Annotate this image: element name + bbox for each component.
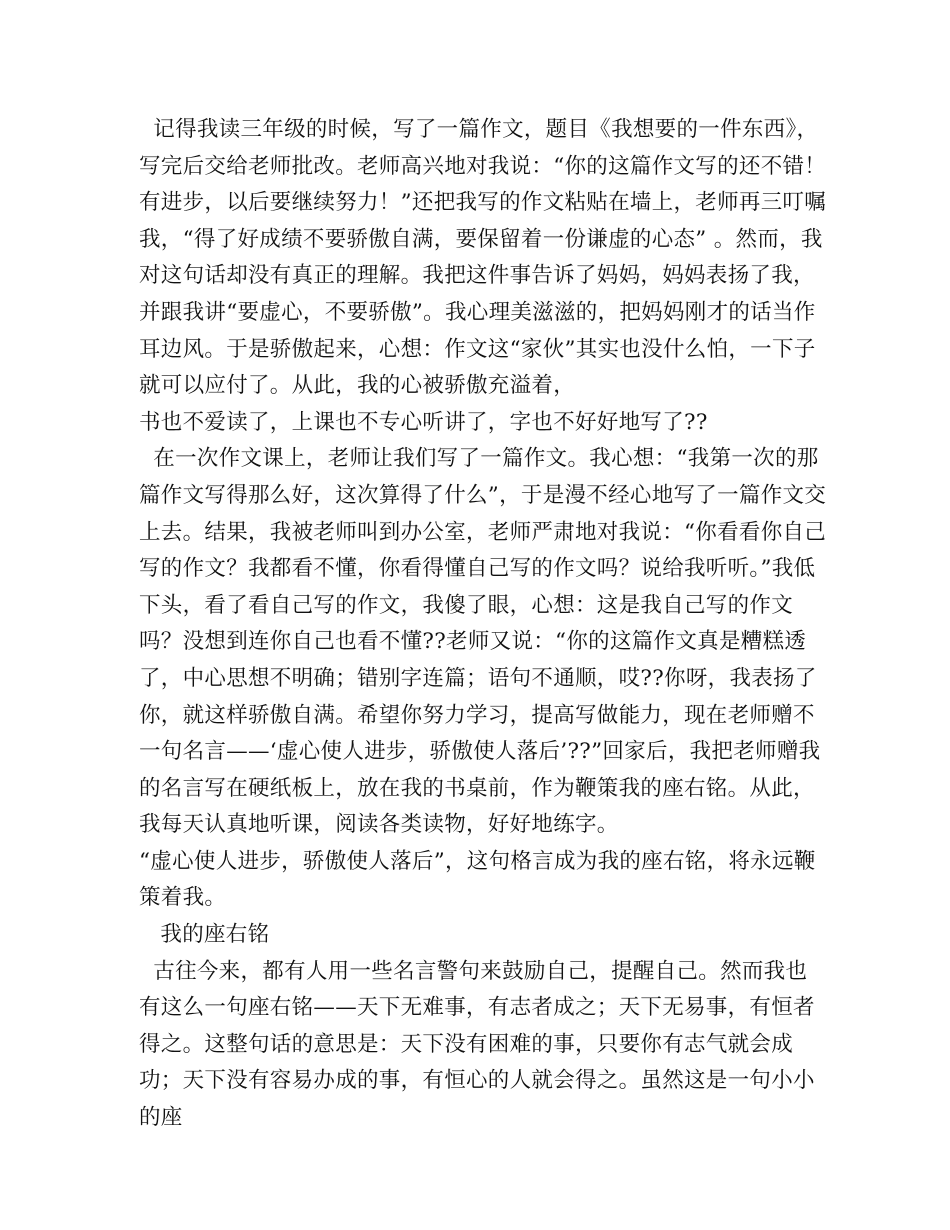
section-title-my-motto: 我的座右铭 [139, 922, 270, 948]
paragraph-no-longer-studying: 书也不爱读了，上课也不专心听讲了，字也不好好地写了?? [139, 409, 708, 435]
paragraph-essay-class: 在一次作文课上，老师让我们写了一篇作文。我心想：“我第一次的那篇作文写得那么好，这次算得了什么”，于是漫不经心地写了一篇作文交上去。结果，我被老师叫到办公室，老师严肃地对我说：“你看看你自己写的作文？我都看不懂，你看得懂自己写的作文吗？说给我听听。”我低下头，看了看自己写的作文，我傻了眼，心想：这是我自己写的作文吗？没想到连你自己也看不懂??老师又说：“你的这篇作文真是糟糕透了，中心思想不明确；错别字连篇；语句不通顺，哎??你呀，我表扬了你，就这样骄傲自满。希望你努力学习，提高写做能力，现在老师赠不一句名言——‘虚心使人进步，骄傲使人落后’??”回家后，我把老师赠我的名言写在硬纸板上，放在我的书桌前，作为鞭策我的座右铭。从此，我每天认真地听课，阅读各类读物，好好地练字。 [139, 446, 827, 838]
paragraph-motto-conclusion: “虚心使人进步，骄傲使人落后”，这句格言成为我的座右铭，将永远鞭策着我。 [139, 848, 816, 911]
paragraph-childhood-essay: 记得我读三年级的时候，写了一篇作文，题目《我想要的一件东西》，写完后交给老师批改。老师高兴地对我说：“你的这篇作文写的还不错！有进步，以后要继续努力！”还把我写的作文粘贴在墙上，老师再三叮嘱我，“得了好成绩不要骄傲自满，要保留着一份谦虚的心态” 。然而，我对这句话却没有真正的理解。我把这件事告诉了妈妈，妈妈表扬了我，并跟我讲“要虚心，不要骄傲”。我心理美滋滋的，把妈妈刚才的话当作耳边风。于是骄傲起来，心想：作文这“家伙”其实也没什么怕，一下子就可以应付了。从此，我的心被骄傲充溢着， [139, 117, 827, 399]
document-body [139, 112, 829, 1137]
paragraph-motto-explanation: 古往今来，都有人用一些名言警句来鼓励自己，提醒自己。然而我也有这么一句座右铭——天下无难事，有志者成之；天下无易事，有恒者得之。这整句话的意思是：天下没有困难的事，只要你有志气就会成功；天下没有容易办成的事，有恒心的人就会得之。虽然这是一句小小的座 [139, 958, 815, 1131]
